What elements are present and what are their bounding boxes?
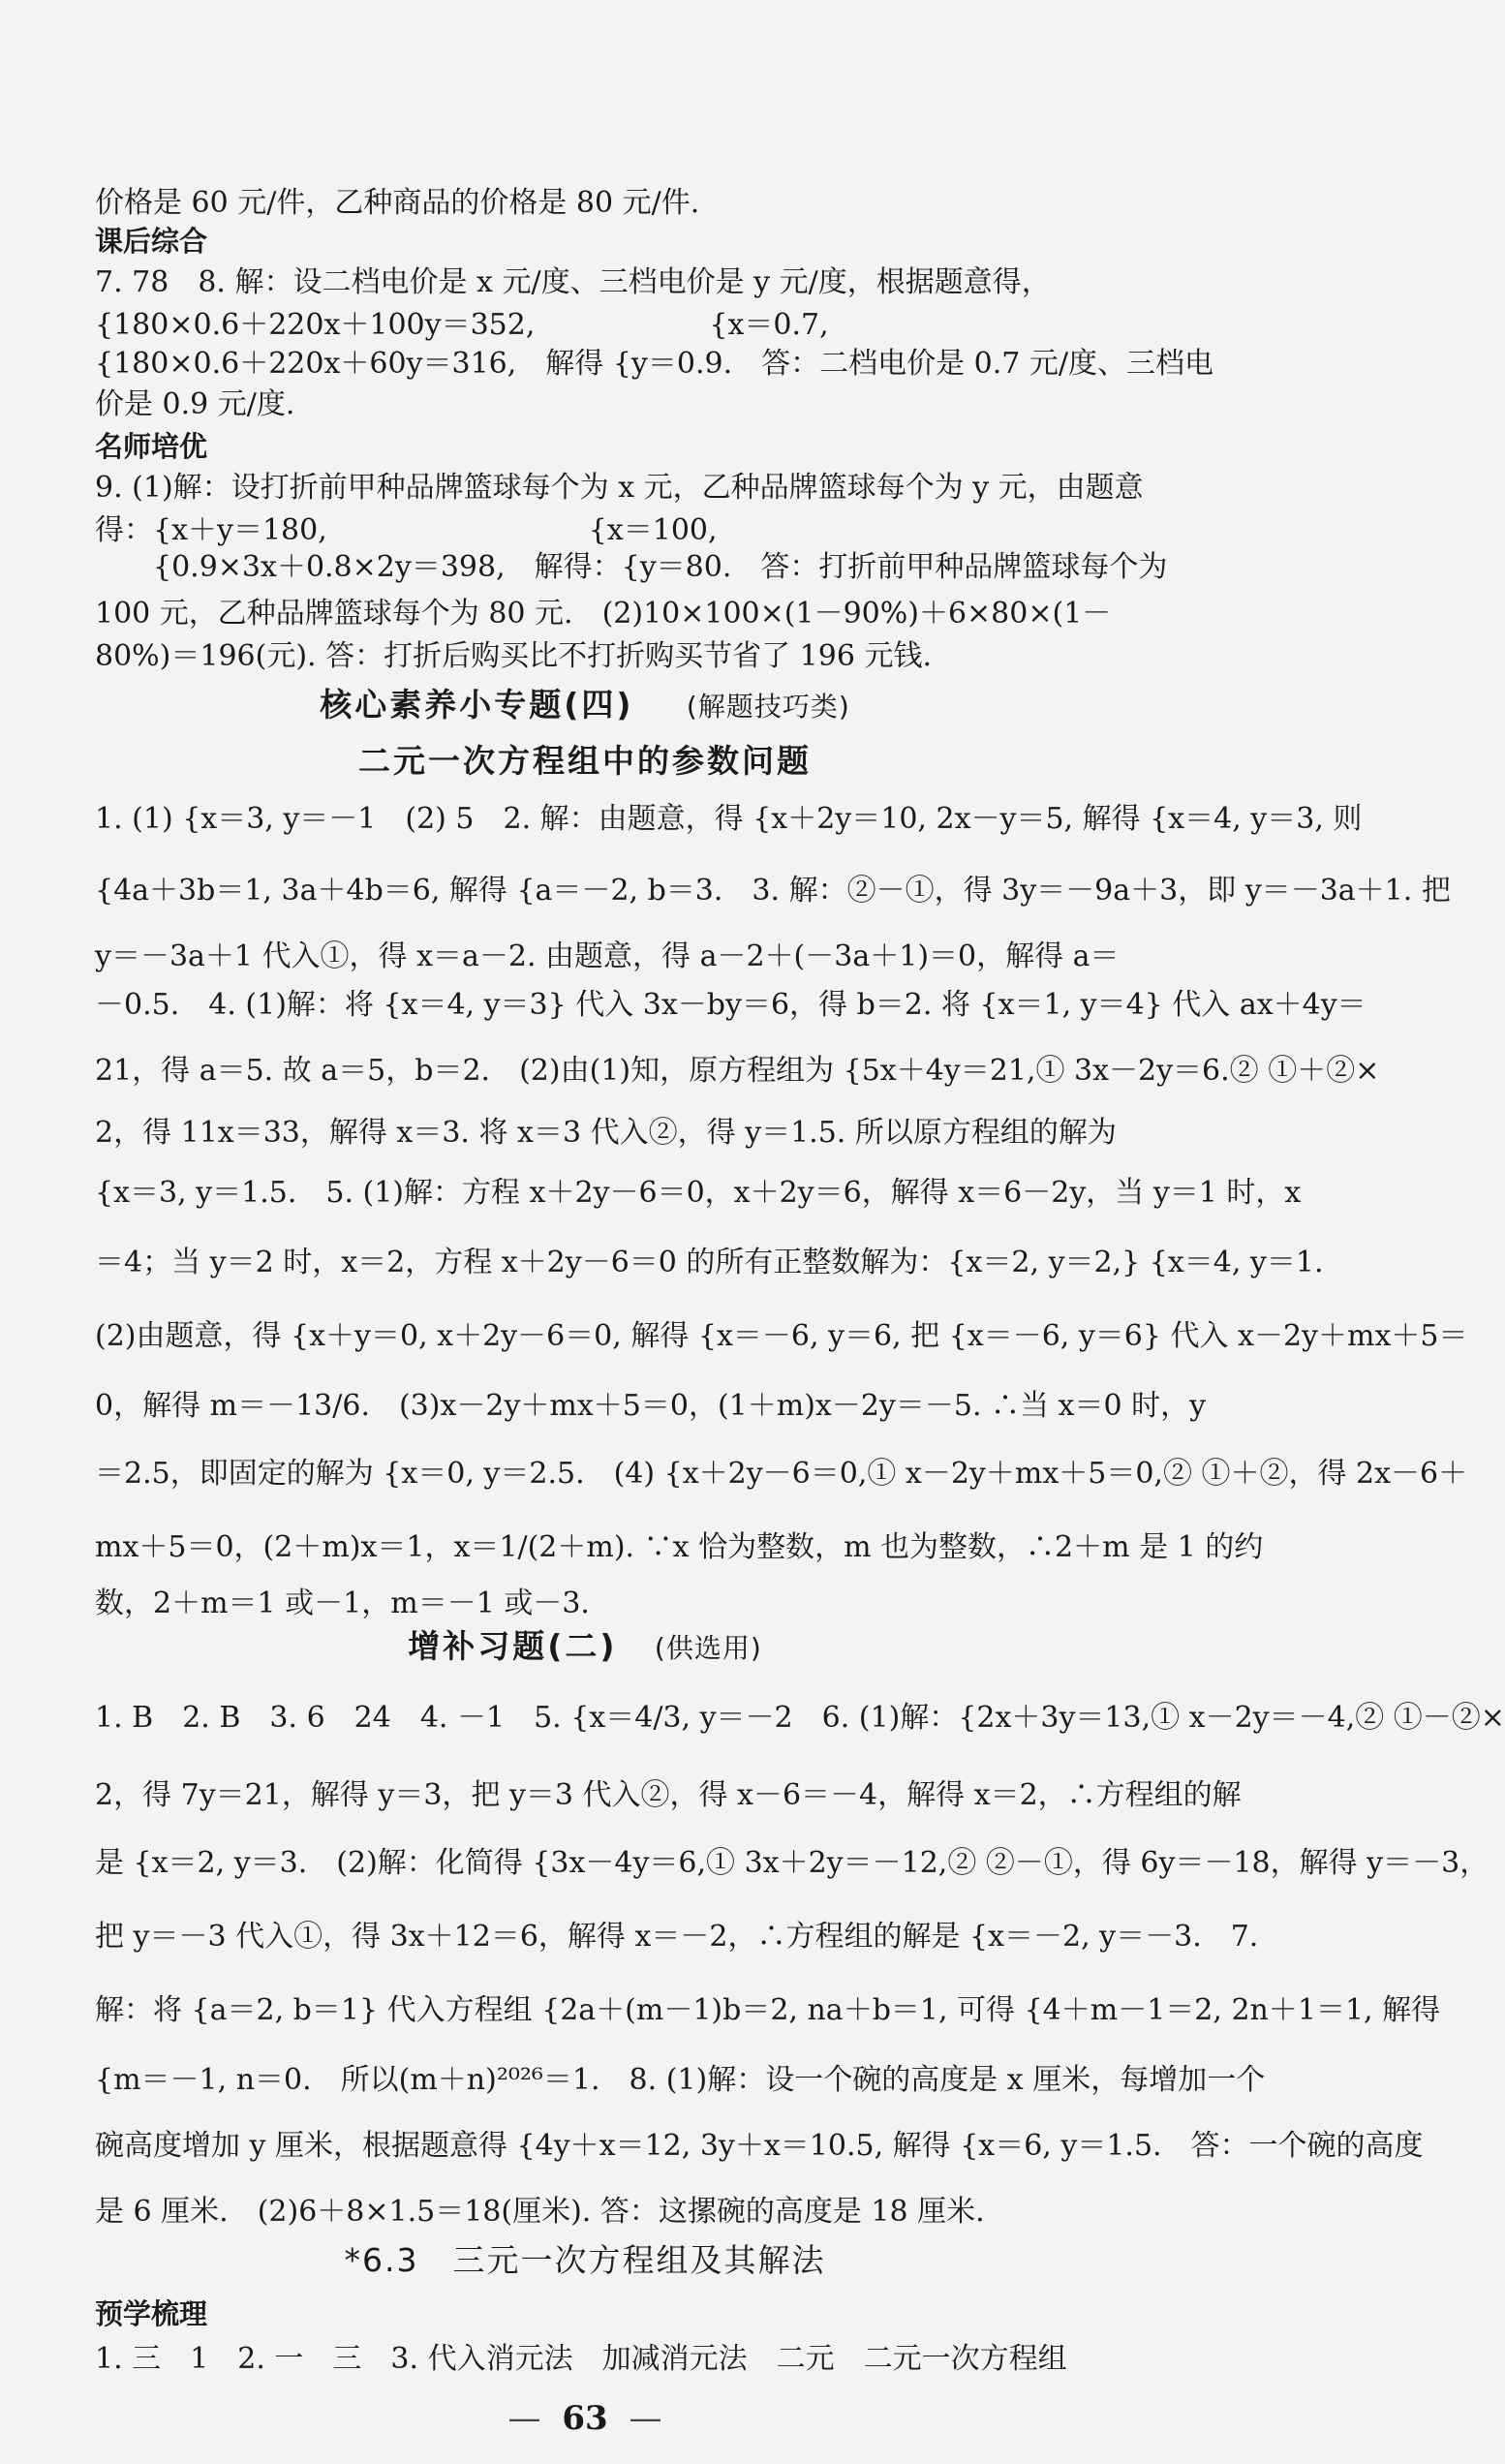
text-line: 2，得 7y＝21，解得 y＝3，把 y＝3 代入②，得 x－6＝－4，解得 x＝2，∴方程组的解 [95,1778,1242,1812]
text-line: 80%)＝196(元). 答：打折后购买比不打折购买节省了 196 元钱. [95,639,932,673]
text-line: (2)由题意，得 {x＋y＝0, x＋2y－6＝0, 解得 {x＝－6, y＝6, 把 {x＝－6, y＝6} 代入 x－2y＋mx＋5＝ [95,1319,1468,1353]
text-line: {m＝－1, n＝0. 所以(m＋n)²⁰²⁶＝1. 8. (1)解：设一个碗的高度是 x 厘米，每增加一个 [95,2063,1266,2097]
text-line: 7. 78 8. 解：设二档电价是 x 元/度、三档电价是 y 元/度，根据题意得， [95,265,1051,299]
text-line: 碗高度增加 y 厘米，根据题意得 {4y＋x＝12, 3y＋x＝10.5, 解得 {x＝6, y＝1.5. 答：一个碗的高度 [95,2129,1424,2163]
text-line: －0.5. 4. (1)解：将 {x＝4, y＝3} 代入 3x－by＝6，得 b＝2. 将 {x＝1, y＝4} 代入 ax＋4y＝ [95,988,1367,1022]
text-line: 1. (1) {x＝3, y＝－1 (2) 5 2. 解：由题意，得 {x＋2y＝10, 2x－y＝5, 解得 {x＝4, y＝3, 则 [95,802,1363,836]
text-line: 把 y＝－3 代入①，得 3x＋12＝6，解得 x＝－2，∴方程组的解是 {x＝－2, y＝－3. 7. [95,1920,1259,1954]
text-line: 21，得 a＝5. 故 a＝5，b＝2. (2)由(1)知，原方程组为 {5x＋4y＝21,① 3x－2y＝6.② ①＋②× [95,1054,1380,1088]
text-line: 1. 三 1 2. 一 三 3. 代入消元法 加减消元法 二元 二元一次方程组 [95,2342,1067,2376]
special-topic-subtitle: 二元一次方程组中的参数问题 [358,742,812,780]
text-line: 是 {x＝2, y＝3. (2)解：化简得 {3x－4y＝6,① 3x＋2y＝－12,② ②－①，得 6y＝－18，解得 y＝－3， [95,1846,1490,1880]
text-line: 是 6 厘米. (2)6＋8×1.5＝18(厘米). 答：这摞碗的高度是 18 厘米. [95,2195,985,2229]
special-title-sub: (解题技巧类) [686,691,850,723]
section-6-3-title: *6.3 三元一次方程组及其解法 [344,2241,826,2279]
text-line: ＝4；当 y＝2 时，x＝2，方程 x＋2y－6＝0 的所有正整数解为：{x＝2, y＝2,} {x＝4, y＝1. [95,1246,1324,1279]
supplement-title [0,1625,1170,1670]
supplement-title-sub: (供选用) [654,1632,762,1664]
supplement-title-main: 增补习题(二) [408,1627,618,1665]
text-line: 0，解得 m＝－13/6. (3)x－2y＋mx＋5＝0，(1＋m)x－2y＝－5. ∴当 x＝0 时，y [95,1389,1207,1423]
page-footer [0,2397,1170,2440]
heading-kehou: 课后综合 [95,225,208,258]
text-line: 解：将 {a＝2, b＝1} 代入方程组 {2a＋(m－1)b＝2, na＋b＝1, 可得 {4＋m－1＝2, 2n＋1＝1, 解得 [95,1993,1441,2027]
text-line: 2，得 11x＝33，解得 x＝3. 将 x＝3 代入②，得 y＝1.5. 所以原方程组的解为 [95,1116,1117,1150]
text-line: y＝－3a＋1 代入①，得 x＝a－2. 由题意，得 a－2＋(－3a＋1)＝0，解得 a＝ [95,939,1120,973]
heading-yuxue: 预学梳理 [95,2297,208,2330]
text-line: {180×0.6＋220x＋100y＝352, {x＝0.7, [95,308,829,342]
text-line: ＝2.5，即固定的解为 {x＝0, y＝2.5. (4) {x＋2y－6＝0,① x－2y＋mx＋5＝0,② ①＋②，得 2x－6＋ [95,1457,1468,1491]
text-line: 价格是 60 元/件，乙种商品的价格是 80 元/件. [95,186,700,220]
heading-mingshi: 名师培优 [95,430,208,463]
text-line: 1. B 2. B 3. 6 24 4. －1 5. {x＝4/3, y＝－2 6. (1)解：{2x＋3y＝13,① x－2y＝－4,② ①－②× [95,1701,1505,1735]
text-line: 价是 0.9 元/度. [95,387,295,421]
text-line: 数，2＋m＝1 或－1，m＝－1 或－3. [95,1586,590,1620]
page-number: 63 [562,2399,608,2438]
text-line: {0.9×3x＋0.8×2y＝398, 解得：{y＝80. 答：打折前甲种品牌篮球每个为 [95,550,1168,584]
text-line: 得：{x＋y＝180, {x＝100, [95,513,718,547]
special-title-main: 核心素养小专题(四) [320,686,634,724]
text-line: 100 元，乙种品牌篮球每个为 80 元. (2)10×100×(1－90%)＋6×80×(1－ [95,597,1112,631]
special-topic-title [0,684,1170,728]
footer-dash-right: — [629,2399,662,2438]
text-line: {180×0.6＋220x＋60y＝316, 解得 {y＝0.9. 答：二档电价是 0.7 元/度、三档电 [95,347,1213,381]
footer-dash-left: — [507,2399,541,2438]
text-line: mx＋5＝0，(2＋m)x＝1，x＝1/(2＋m). ∵x 恰为整数，m 也为整数，∴2＋m 是 1 的约 [95,1530,1264,1564]
text-line: {4a＋3b＝1, 3a＋4b＝6, 解得 {a＝－2, b＝3. 3. 解：②－①，得 3y＝－9a＋3，即 y＝－3a＋1. 把 [95,874,1451,908]
text-line: 9. (1)解：设打折前甲种品牌篮球每个为 x 元，乙种品牌篮球每个为 y 元，由题意 [95,471,1144,505]
text-line: {x＝3, y＝1.5. 5. (1)解：方程 x＋2y－6＝0，x＋2y＝6，解得 x＝6－2y，当 y＝1 时，x [95,1176,1302,1210]
